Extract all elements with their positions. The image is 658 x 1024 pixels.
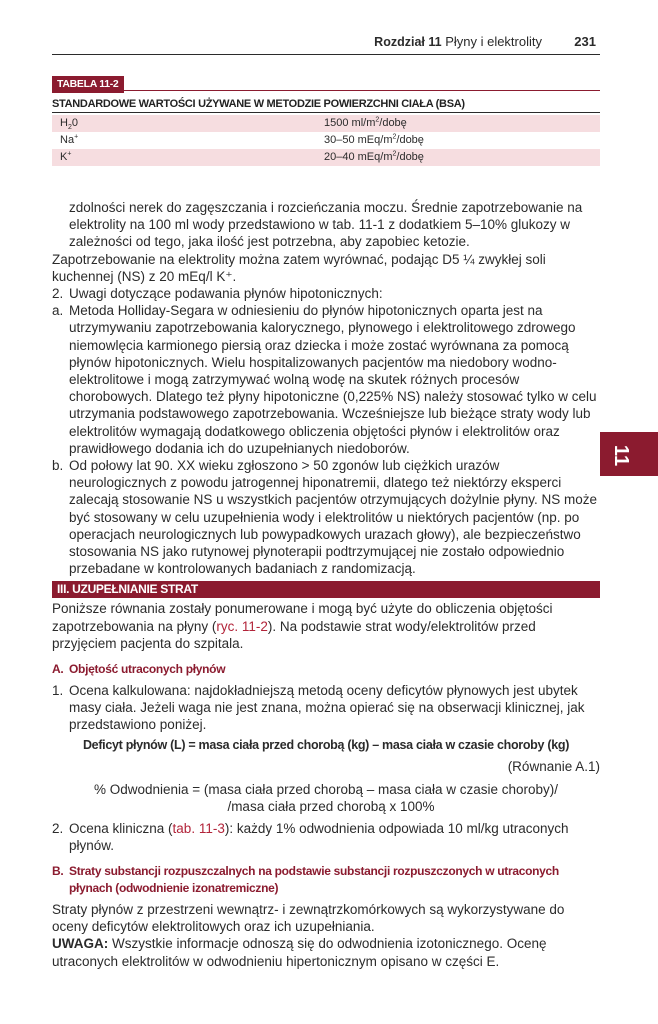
table-reference-link[interactable]: tab. 11-3: [172, 820, 225, 836]
list-marker: 1.: [52, 683, 64, 699]
table-title: STANDARDOWE WARTOŚCI UŻYWANE W METODZIE POWIERZCHNI CIAŁA (BSA): [52, 96, 600, 113]
table-row: [52, 115, 600, 132]
chapter-label: Rozdział 11: [374, 35, 442, 49]
list-item: [52, 285, 600, 302]
formula: Deficyt płynów (L) = masa ciała przed chorobą (kg) – masa ciała w czasie choroby (kg): [82, 737, 570, 752]
table-row: [52, 132, 600, 149]
subsection-heading: [52, 863, 600, 897]
table-cell-param: Na+: [60, 133, 79, 146]
table-cell-value: 1500 $ml/m^2$/dobę: [324, 116, 407, 129]
table-11-2: [52, 74, 600, 166]
list-text: Od połowy lat 90. XX wieku zgłoszono > 50 zgonów lub ciężkich urazów neurologicznych z powodu jatrogennej hiponatremii, dlatego też niektórzy eksperci zalecają stosowanie NS u wszystkich pacjentów otrzymujących dożylnie płyny. NS może być stosowany w celu uzupełnienia wody i elektrolitów u niektórych pacjentów (np. po operacjach neurologicznych lub powypadkowych urazach głowy), ale bezpieczeństwo stosowania NS jako rutynowej płynoterapii podtrzymującej nie zostało odpowiednio przebadane w kontrolowanych badaniach z randomizacją.: [69, 458, 597, 577]
table-cell-param: K+: [60, 150, 72, 163]
list-text: Metoda Holliday-Segara w odniesieniu do płynów hipotonicznych oparta jest na utrzymywaniu zapotrzebowania kalorycznego, płynowego i elektrolitowego zdrowego niemowlęcia karmionego piersią oraz dziecka i może zostać wyrównana za pomocą płynów hipotonicznych. Wielu hospitalizowanych pacjentów ma niedobory wodno-elektrolitowe i mogą zatrzymywać wolną wodę na skutek różnych procesów chorobowych. Dlatego też płyny hipotoniczne (0,225% NS) należy stosować tylko w celu utrzymania podstawowego zapotrzebowania. Wcześniejsze lub bieżące straty wody lub elektrolitów wymagają dodatkowego obliczenia objętości płynów i elektrolitów oraz prawidłowego dodania ich do uzupełnianych niedoborów.: [69, 303, 597, 456]
list-item: [52, 820, 600, 854]
subsection-title: Straty substancji rozpuszczalnych na podstawie substancji rozpuszczonych w utraconych płynach (odwodnienie izonatremiczne): [69, 863, 559, 895]
chapter-heading: [374, 34, 542, 49]
chapter-title: Płyny i elektrolity: [445, 34, 542, 49]
table-label: TABELA 11-2: [52, 76, 124, 93]
list-marker: a.: [52, 303, 64, 319]
note-text: Wszystkie informacje odnoszą się do odwodnienia izotonicznego. Ocenę utraconych elektrolitów w odwodnieniu hipertonicznym opisano w części E.: [52, 936, 547, 969]
subsection-letter: B.: [52, 863, 64, 878]
equation-number: (Równanie A.1): [507, 758, 600, 774]
list-marker: 2.: [52, 820, 64, 836]
paragraph: Zapotrzebowanie na elektrolity można zatem wyrównać, podając D5 ¼ zwykłej soli kuchennej (NS) z 20 mEq/l K⁺.: [52, 251, 546, 284]
body-text: [52, 199, 600, 970]
table-cell-value: 20–40 mEq/$m^2$/dobę: [324, 150, 424, 163]
list-text: Ocena kliniczna (tab. 11-3): każdy 1% odwodnienia odpowiada 10 ml/kg utraconych płynów.: [69, 820, 569, 853]
formula: % Odwodnienia = (masa ciała przed chorobą – masa ciała w czasie choroby)/: [93, 782, 559, 798]
list-item: [52, 302, 600, 457]
figure-reference-link[interactable]: ryc. 11-2: [216, 618, 268, 634]
list-item: [52, 682, 600, 734]
subsection-title: Objętość utraconych płynów: [69, 662, 226, 677]
table-cell-param: $H_20$: [60, 117, 78, 132]
running-header: [52, 30, 600, 55]
list-text: Uwagi dotyczące podawania płynów hipotonicznych:: [69, 286, 383, 302]
table-label-rule: [52, 90, 600, 91]
section-heading: III. UZUPEŁNIANIE STRAT: [52, 581, 600, 598]
note-paragraph: [52, 935, 600, 969]
chapter-tab: [600, 432, 658, 476]
paragraph: Straty płynów z przestrzeni wewnątrz- i zewnątrzkomórkowych są wykorzystywane do oceny deficytów elektrolitowych oraz ich uzupełniania.: [52, 901, 565, 935]
paragraph: Poniższe równania zostały ponumerowane i mogą być użyte do obliczenia objętości zapotrzebowania na płyny (ryc. 11-2). Na podstawie strat wody/elektrolitów przed przyjęciem pacjenta do szpitala.: [52, 601, 553, 651]
list-marker: 2.: [52, 286, 64, 302]
formula-continuation: /masa ciała przed chorobą x 100%: [227, 799, 435, 815]
table-body: [52, 115, 600, 166]
list-item: [52, 457, 600, 577]
subsection-letter: A.: [52, 662, 64, 677]
list-text: Ocena kalkulowana: najdokładniejszą metodą oceny deficytów płynowych jest ubytek masy ciała. Jeżeli waga nie jest znana, można opierać się na obserwacji klinicznej, jak przedstawiono poniżej.: [69, 683, 585, 733]
chapter-tab-number: 11: [610, 444, 633, 467]
subsection-heading: [52, 661, 600, 678]
page-number: 231: [574, 34, 596, 49]
table-row: [52, 149, 600, 166]
list-marker: b.: [52, 458, 64, 474]
paragraph: zdolności nerek do zagęszczania i rozcieńczania moczu. Średnie zapotrzebowanie na elektrolity na 100 ml wody przedstawiono w tab. 11-1 z dodatkiem 5–10% glukozy w zależności od tego, jaka ilość jest potrzebna, aby zapobiec ketozie.: [69, 200, 583, 250]
note-label: UWAGA:: [52, 936, 109, 952]
table-cell-value: 30–50 mEq/$m^2$/dobę: [324, 133, 424, 146]
